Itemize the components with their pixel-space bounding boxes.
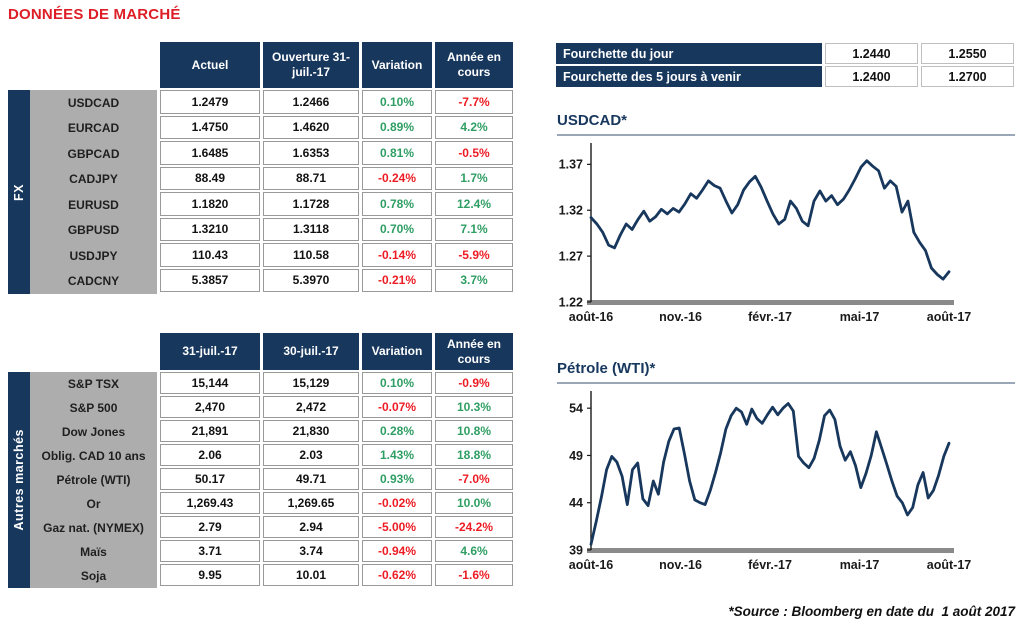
table-row (30, 372, 513, 396)
ytd-cell: 3.7% (435, 269, 513, 293)
variation-cell: 1.43% (362, 444, 432, 466)
column-header: Actuel (160, 42, 260, 88)
ytd-cell: -1.6% (435, 564, 513, 586)
table-body (8, 372, 513, 588)
chart-title-wti: Pétrole (WTI)* (557, 360, 656, 377)
variation-cell: 0.70% (362, 218, 432, 242)
wti-chart-block (557, 360, 1015, 580)
divider (557, 134, 1015, 136)
section-label: FX (12, 183, 26, 201)
table-row (30, 90, 513, 116)
x-tick-label: août-16 (568, 558, 614, 572)
row-label: GBPCAD (30, 141, 157, 167)
value-cell: 15,144 (160, 372, 260, 394)
value-cell: 5.3970 (263, 269, 359, 293)
ytd-cell: 4.2% (435, 116, 513, 140)
column-header: 30-juil.-17 (263, 333, 359, 370)
x-tick-label: nov.-16 (659, 558, 702, 572)
x-tick-label: août-17 (926, 558, 972, 572)
value-cell: 15,129 (263, 372, 359, 394)
value-cell: 1.6353 (263, 141, 359, 165)
table-header-row (157, 333, 513, 370)
ytd-cell: 18.8% (435, 444, 513, 466)
row-label: S&P 500 (30, 396, 157, 420)
column-header: Année en cours (435, 42, 513, 88)
value-cell: 50.17 (160, 468, 260, 490)
value-cell: 1,269.65 (263, 492, 359, 514)
table-row (30, 540, 513, 564)
ytd-cell: 10.8% (435, 420, 513, 442)
value-cell: 1.2466 (263, 90, 359, 114)
row-label: USDJPY (30, 243, 157, 269)
range-low: 1.2440 (825, 43, 918, 64)
variation-cell: -0.14% (362, 243, 432, 267)
variation-cell: -0.02% (362, 492, 432, 514)
row-label: Gaz nat. (NYMEX) (30, 516, 157, 540)
value-cell: 110.43 (160, 243, 260, 267)
value-cell: 5.3857 (160, 269, 260, 293)
table-row (30, 420, 513, 444)
table-row (30, 116, 513, 142)
ytd-cell: 7.1% (435, 218, 513, 242)
variation-cell: -0.24% (362, 167, 432, 191)
x-tick-label: mai-17 (839, 558, 880, 572)
y-tick-label: 44 (569, 496, 583, 511)
value-cell: 2,472 (263, 396, 359, 418)
ytd-cell: -24.2% (435, 516, 513, 538)
column-header: 31-juil.-17 (160, 333, 260, 370)
ytd-cell: 12.4% (435, 192, 513, 216)
variation-cell: 0.81% (362, 141, 432, 165)
row-label: GBPUSD (30, 218, 157, 244)
table-row (30, 218, 513, 244)
ytd-cell: 10.0% (435, 492, 513, 514)
table-row (30, 269, 513, 295)
row-label: Dow Jones (30, 420, 157, 444)
row-label: Soja (30, 564, 157, 588)
range-row (556, 66, 1014, 87)
table-row (30, 396, 513, 420)
fx-table (8, 42, 513, 294)
row-label: Pétrole (WTI) (30, 468, 157, 492)
variation-cell: 0.78% (362, 192, 432, 216)
column-header: Variation (362, 42, 432, 88)
value-cell: 9.95 (160, 564, 260, 586)
value-cell: 21,891 (160, 420, 260, 442)
section-label-strip (8, 372, 30, 588)
ytd-cell: 10.3% (435, 396, 513, 418)
x-axis-baseline (587, 300, 954, 305)
table-row (30, 141, 513, 167)
variation-cell: 0.10% (362, 90, 432, 114)
row-label: EURUSD (30, 192, 157, 218)
wti-line-chart (557, 388, 1015, 580)
other-markets-table (8, 333, 513, 588)
row-label: S&P TSX (30, 372, 157, 396)
column-header: Année en cours (435, 333, 513, 370)
value-cell: 1.4620 (263, 116, 359, 140)
ytd-cell: -0.5% (435, 141, 513, 165)
table-row (30, 516, 513, 540)
x-axis-baseline (587, 548, 954, 553)
y-tick-label: 49 (569, 448, 583, 463)
usdcad-chart-block (557, 112, 1015, 332)
y-tick-label: 54 (569, 401, 583, 416)
variation-cell: -0.21% (362, 269, 432, 293)
chart-svg (557, 140, 1015, 332)
variation-cell: 0.89% (362, 116, 432, 140)
value-cell: 1.2479 (160, 90, 260, 114)
value-cell: 88.71 (263, 167, 359, 191)
row-label: EURCAD (30, 116, 157, 142)
ytd-cell: 4.6% (435, 540, 513, 562)
variation-cell: -0.07% (362, 396, 432, 418)
range-high: 1.2550 (921, 43, 1014, 64)
value-cell: 110.58 (263, 243, 359, 267)
row-label: Or (30, 492, 157, 516)
row-label: CADCNY (30, 269, 157, 295)
x-tick-label: févr.-17 (748, 310, 792, 324)
value-cell: 1.3118 (263, 218, 359, 242)
ytd-cell: 1.7% (435, 167, 513, 191)
range-table (556, 43, 1014, 89)
table-rows (30, 90, 513, 294)
value-cell: 2.94 (263, 516, 359, 538)
range-label: Fourchette des 5 jours à venir (556, 66, 822, 87)
x-tick-label: août-16 (568, 310, 614, 324)
variation-cell: 0.93% (362, 468, 432, 490)
ytd-cell: -5.9% (435, 243, 513, 267)
value-cell: 1.1820 (160, 192, 260, 216)
value-cell: 21,830 (263, 420, 359, 442)
table-row (30, 243, 513, 269)
source-note: *Source : Bloomberg en date du 1 août 2017 (728, 604, 1015, 619)
table-row (30, 564, 513, 588)
x-tick-label: août-17 (926, 310, 972, 324)
chart-title-usdcad: USDCAD* (557, 112, 628, 129)
divider (557, 382, 1015, 384)
value-cell: 49.71 (263, 468, 359, 490)
table-body (8, 90, 513, 294)
value-cell: 3.71 (160, 540, 260, 562)
column-header: Ouverture 31-juil.-17 (263, 42, 359, 88)
value-cell: 2.79 (160, 516, 260, 538)
table-row (30, 492, 513, 516)
variation-cell: 0.28% (362, 420, 432, 442)
price-line (591, 161, 949, 279)
row-label: USDCAD (30, 90, 157, 116)
ytd-cell: -7.7% (435, 90, 513, 114)
section-label-strip (8, 90, 30, 294)
x-tick-label: mai-17 (839, 310, 880, 324)
table-row (30, 192, 513, 218)
section-label: Autres marchés (12, 429, 26, 531)
value-cell: 2.03 (263, 444, 359, 466)
y-tick-label: 1.27 (558, 249, 583, 264)
range-high: 1.2700 (921, 66, 1014, 87)
ytd-cell: -7.0% (435, 468, 513, 490)
value-cell: 88.49 (160, 167, 260, 191)
price-line (591, 404, 949, 545)
range-label: Fourchette du jour (556, 43, 822, 64)
row-label: CADJPY (30, 167, 157, 193)
usdcad-line-chart (557, 140, 1015, 332)
table-row (30, 444, 513, 468)
row-label: Maïs (30, 540, 157, 564)
chart-svg (557, 388, 1015, 580)
range-low: 1.2400 (825, 66, 918, 87)
column-header: Variation (362, 333, 432, 370)
ytd-cell: -0.9% (435, 372, 513, 394)
table-row (30, 167, 513, 193)
value-cell: 10.01 (263, 564, 359, 586)
y-tick-label: 1.22 (558, 295, 583, 310)
variation-cell: -5.00% (362, 516, 432, 538)
y-tick-label: 39 (569, 543, 583, 558)
x-tick-label: févr.-17 (748, 558, 792, 572)
table-header-row (157, 42, 513, 88)
value-cell: 2,470 (160, 396, 260, 418)
value-cell: 1.6485 (160, 141, 260, 165)
variation-cell: 0.10% (362, 372, 432, 394)
row-label: Oblig. CAD 10 ans (30, 444, 157, 468)
value-cell: 1.3210 (160, 218, 260, 242)
value-cell: 1,269.43 (160, 492, 260, 514)
variation-cell: -0.94% (362, 540, 432, 562)
value-cell: 1.1728 (263, 192, 359, 216)
x-tick-label: nov.-16 (659, 310, 702, 324)
page-title: DONNÉES DE MARCHÉ (8, 6, 181, 23)
value-cell: 3.74 (263, 540, 359, 562)
table-rows (30, 372, 513, 588)
value-cell: 1.4750 (160, 116, 260, 140)
y-tick-label: 1.32 (558, 203, 583, 218)
y-tick-label: 1.37 (558, 157, 583, 172)
value-cell: 2.06 (160, 444, 260, 466)
range-row (556, 43, 1014, 64)
table-row (30, 468, 513, 492)
variation-cell: -0.62% (362, 564, 432, 586)
